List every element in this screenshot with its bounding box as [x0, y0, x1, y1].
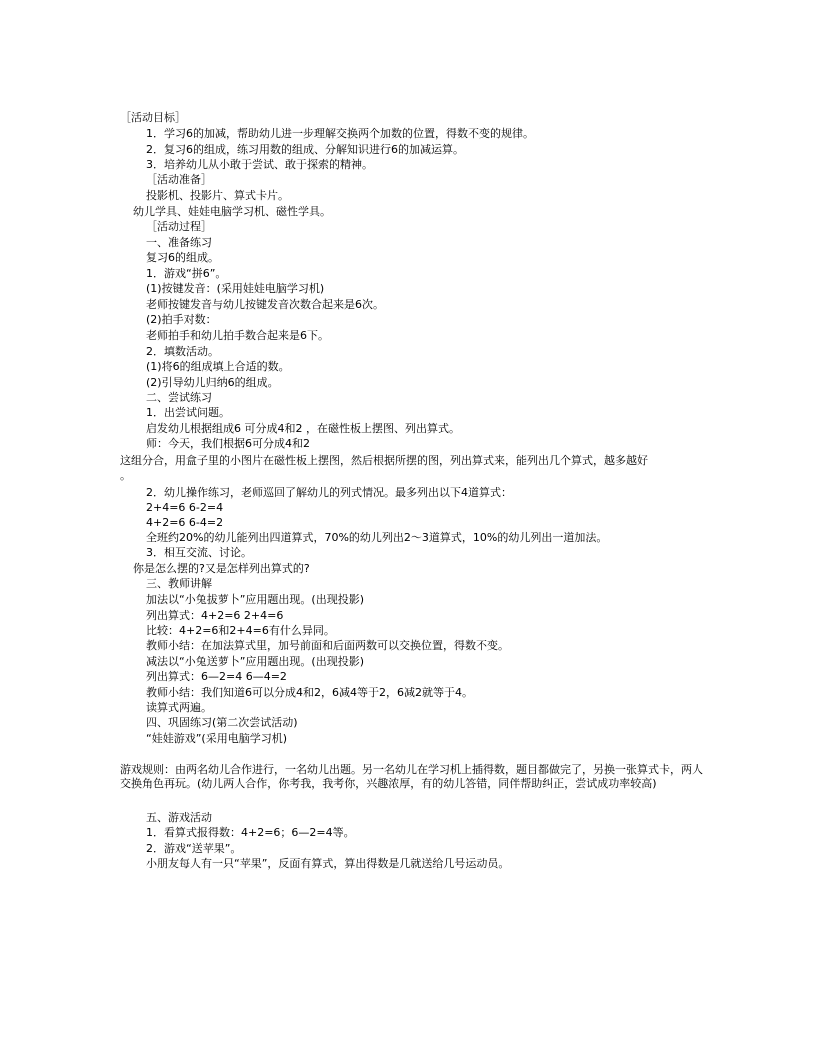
section-heading-goals: ［活动目标］ [120, 111, 186, 124]
equation-line: 2+4=6 6-2=4 [146, 501, 224, 514]
equation-line: 列出算式：4+2=6 2+4=6 [146, 609, 284, 622]
text-line: 加法以“小兔拔萝卜”应用题出现。(出现投影) [146, 593, 364, 606]
text-line: 小朋友每人有一只“苹果”，反面有算式，算出得数是几就送给几号运动员。 [146, 857, 510, 870]
text-line: 2．复习6的组成，练习用数的组成、分解知识进行6的加减运算。 [146, 143, 464, 156]
subheading: 二、尝试练习 [146, 391, 212, 404]
game-rules-paragraph: 游戏规则：由两名幼儿合作进行，一名幼儿出题。另一名幼儿在学习机上插得数，题目都做完了，另换一张算式卡，两人交换角色再玩。(幼儿两人合作，你考我，我考你，兴趣浓厚，有的幼儿答错，同伴帮助纠正，尝试成功率较高) [120, 763, 703, 790]
text-line: 3．相互交流、讨论。 [146, 546, 252, 559]
text-line: 1．出尝试问题。 [146, 406, 230, 419]
text-line: 师：今天，我们根据6可分成4和2 [146, 437, 310, 450]
text-line: (1)将6的组成填上合适的数。 [146, 360, 290, 373]
text-line: 老师按键发音与幼儿按键发音次数合起来是6次。 [146, 298, 384, 311]
text-line: 比较：4+2=6和2+4=6有什么异同。 [146, 624, 335, 637]
text-line: (1)按键发音：(采用娃娃电脑学习机) [146, 282, 325, 295]
text-line: 减法以“小兔送萝卜”应用题出现。(出现投影) [146, 655, 364, 668]
text-line: (2)引导幼儿归纳6的组成。 [146, 376, 279, 389]
text-line: 投影机、投影片、算式卡片。 [146, 189, 289, 202]
section-heading-preparation: ［活动准备］ [146, 173, 212, 186]
subheading: 三、教师讲解 [146, 577, 212, 590]
text-line: 你是怎么摆的?又是怎样列出算式的? [133, 562, 310, 575]
subheading: 一、准备练习 [146, 236, 212, 249]
text-line: 2．填数活动。 [146, 345, 219, 358]
subheading: 五、游戏活动 [146, 811, 212, 824]
text-line: 1．学习6的加减，帮助幼儿进一步理解交换两个加数的位置，得数不变的规律。 [146, 127, 534, 140]
text-line: 教师小结：在加法算式里，加号前面和后面两数可以交换位置，得数不变。 [146, 639, 509, 652]
text-line: (2)拍手对数： [146, 313, 217, 326]
text-line: 这组分合，用盒子里的小图片在磁性板上摆图，然后根据所摆的图，列出算式来，能列出几个算式，越多越好 [120, 454, 648, 467]
text-line: 全班约20%的幼儿能列出四道算式，70%的幼儿列出2～3道算式，10%的幼儿列出一道加法。 [146, 531, 608, 544]
text-line: “娃娃游戏”(采用电脑学习机) [146, 732, 287, 745]
section-heading-process: ［活动过程］ [146, 220, 212, 233]
text-line: 老师拍手和幼儿拍手数合起来是6下。 [146, 329, 329, 342]
text-line: 2．幼儿操作练习，老师巡回了解幼儿的列式情况。最多列出以下4道算式： [146, 486, 512, 499]
text-line: 启发幼儿根据组成6 可分成4和2 ，在磁性板上摆图、列出算式。 [146, 422, 460, 435]
text-line: 复习6的组成。 [146, 251, 219, 264]
text-line: 读算式两遍。 [146, 701, 212, 714]
text-line: 3．培养幼儿从小敢于尝试、敢于探索的精神。 [146, 158, 373, 171]
text-line: 1．游戏“拼6”。 [146, 267, 227, 280]
equation-line: 4+2=6 6-4=2 [146, 516, 224, 529]
text-line: 。 [120, 469, 131, 482]
text-line: 2．游戏“送苹果”。 [146, 842, 242, 855]
text-line: 幼儿学具、娃娃电脑学习机、磁性学具。 [133, 205, 331, 218]
text-line: 教师小结：我们知道6可以分成4和2，6减4等于2，6减2就等于4。 [146, 686, 473, 699]
text-line: 1．看算式报得数：4+2=6；6—2=4等。 [146, 826, 355, 839]
subheading: 四、巩固练习(第二次尝试活动) [146, 716, 298, 729]
equation-line: 列出算式：6—2=4 6—4=2 [146, 670, 287, 683]
